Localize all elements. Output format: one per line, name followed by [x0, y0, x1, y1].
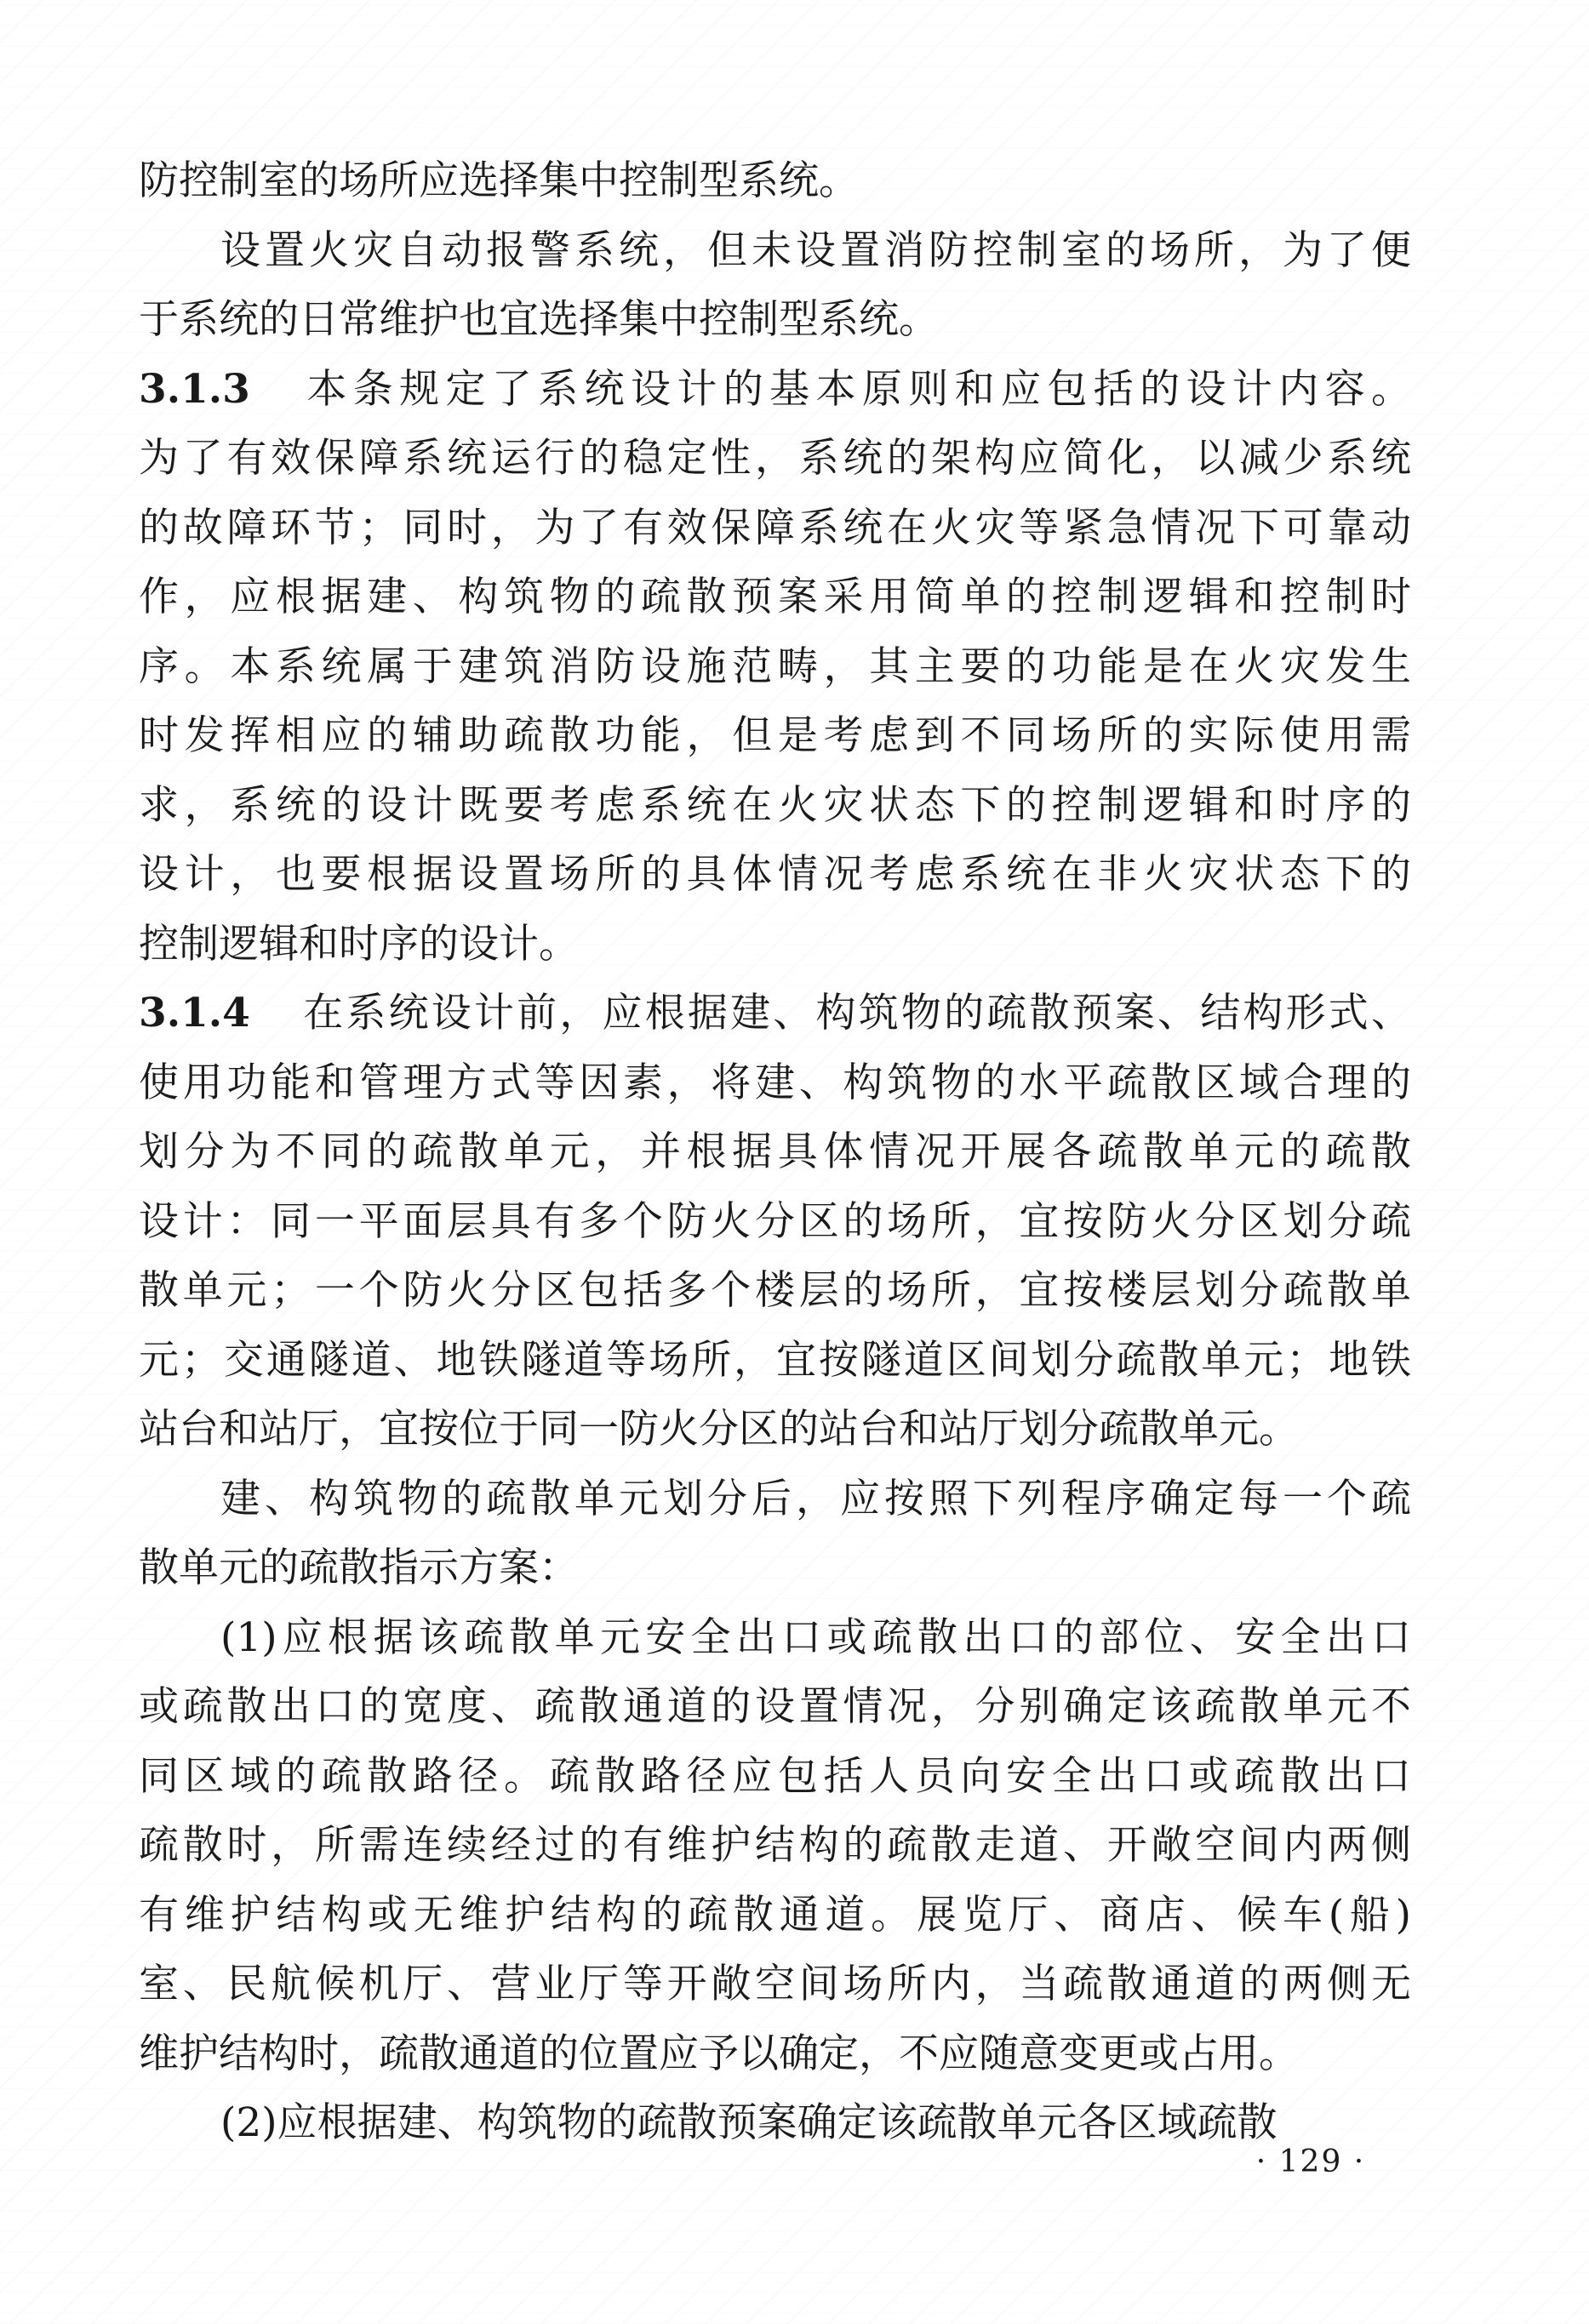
paragraph	[139, 216, 1411, 355]
text-line: 防控制室的场所应选择集中控制型系统。	[139, 157, 859, 204]
text-line: 使用功能和管理方式等因素，将建、构筑物的水平疏散区域合理的	[139, 1059, 1411, 1106]
clause-first-line: 在系统设计前，应根据建、构筑物的疏散预案、结构形式、	[300, 990, 1411, 1036]
text-line: 序。本系统属于建筑消防设施范畴，其主要的功能是在火灾发生	[139, 642, 1411, 690]
text-line: 设计，也要根据设置场所的具体情况考虑系统在非火灾状态下的	[139, 851, 1411, 898]
text-line: 建、构筑物的疏散单元划分后，应按照下列程序确定每一个疏	[220, 1475, 1411, 1522]
paragraph	[139, 2088, 1411, 2158]
text-line	[139, 355, 1411, 425]
text-line: 或疏散出口的宽度、疏散通道的设置情况，分别确定该疏散单元不	[139, 1683, 1411, 1730]
clause-number: 3.1.4	[139, 990, 250, 1036]
text-line: (1)应根据该疏散单元安全出口或疏散出口的部位、安全出口	[220, 1613, 1411, 1661]
text-line: (2)应根据建、构筑物的疏散预案确定该疏散单元各区域疏散	[220, 2099, 1277, 2146]
paragraph	[139, 1603, 1411, 2089]
clause-3-1-3	[139, 355, 1411, 979]
text-line: 控制逻辑和时序的设计。	[139, 920, 579, 968]
text-line: 同区域的疏散路径。疏散路径应包括人员向安全出口或疏散出口	[139, 1752, 1411, 1800]
text-line: 维护结构时，疏散通道的位置应予以确定，不应随意变更或占用。	[139, 2030, 1299, 2077]
text-line: 疏散时，所需连续经过的有维护结构的疏散走道、开敞空间内两侧	[139, 1822, 1411, 1869]
clause-number: 3.1.3	[139, 365, 250, 413]
text-line: 室、民航候机厅、营业厅等开敞空间场所内，当疏散通道的两侧无	[139, 1961, 1411, 2007]
text-line: 有维护结构或无维护结构的疏散通道。展览厅、商店、候车(船)	[139, 1891, 1411, 1939]
text-line	[139, 979, 1411, 1048]
text-line: 元；交通隧道、地铁隧道等场所，宜按隧道区间划分疏散单元；地铁	[139, 1336, 1411, 1384]
text-line: 为了有效保障系统运行的稳定性，系统的架构应简化，以减少系统	[139, 435, 1411, 482]
clause-3-1-4	[139, 979, 1411, 1465]
text-line: 设计：同一平面层具有多个防火分区的场所，宜按防火分区划分疏	[139, 1197, 1411, 1245]
text-line: 散单元的疏散指示方案：	[139, 1545, 579, 1591]
text-line: 划分为不同的疏散单元，并根据具体情况开展各疏散单元的疏散	[139, 1128, 1411, 1175]
text-line: 散单元；一个防火分区包括多个楼层的场所，宜按楼层划分疏散单	[139, 1267, 1411, 1314]
text-line: 设置火灾自动报警系统，但未设置消防控制室的场所，为了便	[220, 226, 1411, 274]
text-line: 的故障环节；同时，为了有效保障系统在火灾等紧急情况下可靠动	[139, 504, 1411, 551]
text-line: 作，应根据建、构筑物的疏散预案采用简单的控制逻辑和控制时	[139, 574, 1411, 620]
text-line: 站台和站厅，宜按位于同一防火分区的站台和站厅划分疏散单元。	[139, 1406, 1299, 1453]
paragraph	[139, 1465, 1411, 1603]
body-text	[139, 146, 1411, 2158]
paragraph	[139, 146, 1411, 216]
text-line: 求，系统的设计既要考虑系统在火灾状态下的控制逻辑和时序的	[139, 781, 1411, 829]
text-line: 时发挥相应的辅助疏散功能，但是考虑到不同场所的实际使用需	[139, 712, 1411, 759]
text-line: 于系统的日常维护也宜选择集中控制型系统。	[139, 296, 939, 343]
clause-first-line: 本条规定了系统设计的基本原则和应包括的设计内容。	[300, 365, 1411, 413]
page-number: · 129 ·	[1255, 2144, 1366, 2179]
